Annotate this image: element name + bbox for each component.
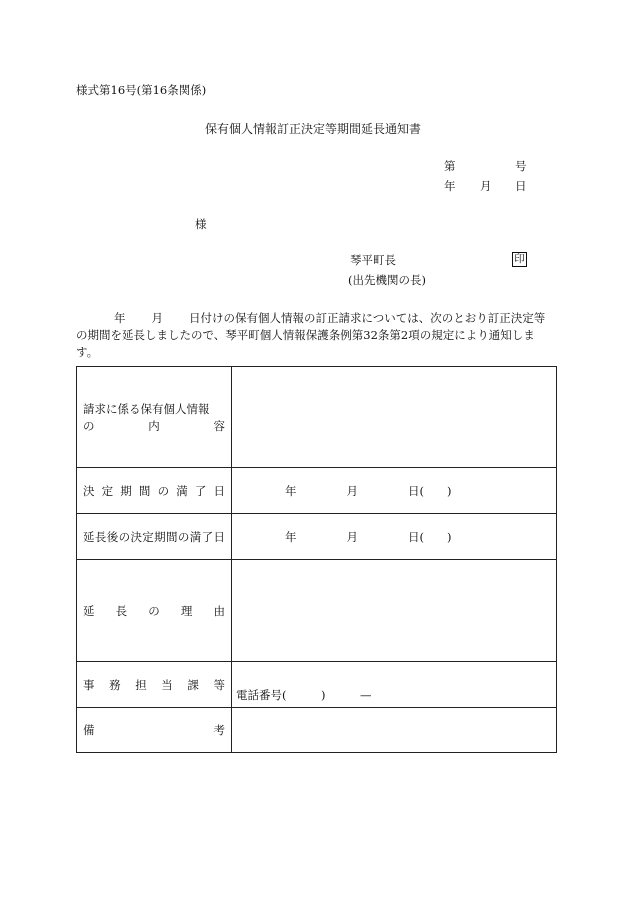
extended-day: 日( ): [408, 529, 452, 544]
seal-mark: 印: [512, 252, 527, 267]
table-row: [77, 708, 557, 753]
body-month: 月: [151, 311, 163, 325]
deadline-year: 年: [285, 483, 297, 498]
value-requested-info[interactable]: [232, 367, 557, 468]
table-row: [77, 560, 557, 662]
body-paragraph: [76, 310, 556, 361]
value-extension-reason[interactable]: [232, 560, 557, 662]
reference-go: 号: [515, 159, 527, 173]
extended-year: 年: [285, 529, 297, 544]
label-extended-deadline: 延 長 後 の 決 定 期 間 の 満 了 日: [77, 514, 232, 560]
addressee-honorific: 様: [195, 217, 207, 231]
phone-number-field: 電話番号( ) —: [236, 687, 372, 702]
body-year: 年: [114, 311, 126, 325]
value-remarks[interactable]: [232, 708, 557, 753]
label-extension-reason: 延 長 の 理 由: [77, 560, 232, 662]
date-month: 月: [480, 179, 492, 193]
table-row: [77, 662, 557, 708]
table-row: [77, 514, 557, 560]
form-number: 様式第16号(第16条関係): [76, 83, 207, 97]
extended-month: 月: [346, 529, 358, 544]
document-title: 保有個人情報訂正決定等期間延長通知書: [205, 122, 422, 136]
label-decision-deadline: 決 定 期 間 の 満 了 日: [77, 468, 232, 514]
date-year: 年: [444, 179, 456, 193]
deadline-day: 日( ): [408, 483, 452, 498]
label-remarks: 備 考: [77, 708, 232, 753]
sender-name: 琴平町長: [350, 253, 396, 267]
table-row: [77, 468, 557, 514]
value-decision-deadline[interactable]: [232, 468, 557, 514]
reference-dai: 第: [444, 159, 456, 173]
body-line-1: [76, 310, 556, 327]
notice-table: [76, 366, 557, 753]
label-line: の 内 容: [83, 418, 225, 433]
body-line-3: す。: [76, 345, 99, 359]
label-line: 請求に係る保有個人情報: [83, 401, 210, 416]
deadline-month: 月: [346, 483, 358, 498]
body-line-1-text: 日付けの保有個人情報の訂正請求については、次のとおり訂正決定等: [189, 311, 546, 325]
value-extended-deadline[interactable]: [232, 514, 557, 560]
date-day: 日: [515, 179, 527, 193]
sender-note: (出先機関の長): [348, 273, 426, 287]
label-requested-info: [77, 367, 232, 468]
body-line-2: の期間を延長しましたので、琴平町個人情報保護条例第32条第2項の規定により通知しま: [76, 328, 535, 342]
value-responsible-section[interactable]: [232, 662, 557, 708]
table-row: [77, 367, 557, 468]
label-responsible-section: 事 務 担 当 課 等: [77, 662, 232, 708]
